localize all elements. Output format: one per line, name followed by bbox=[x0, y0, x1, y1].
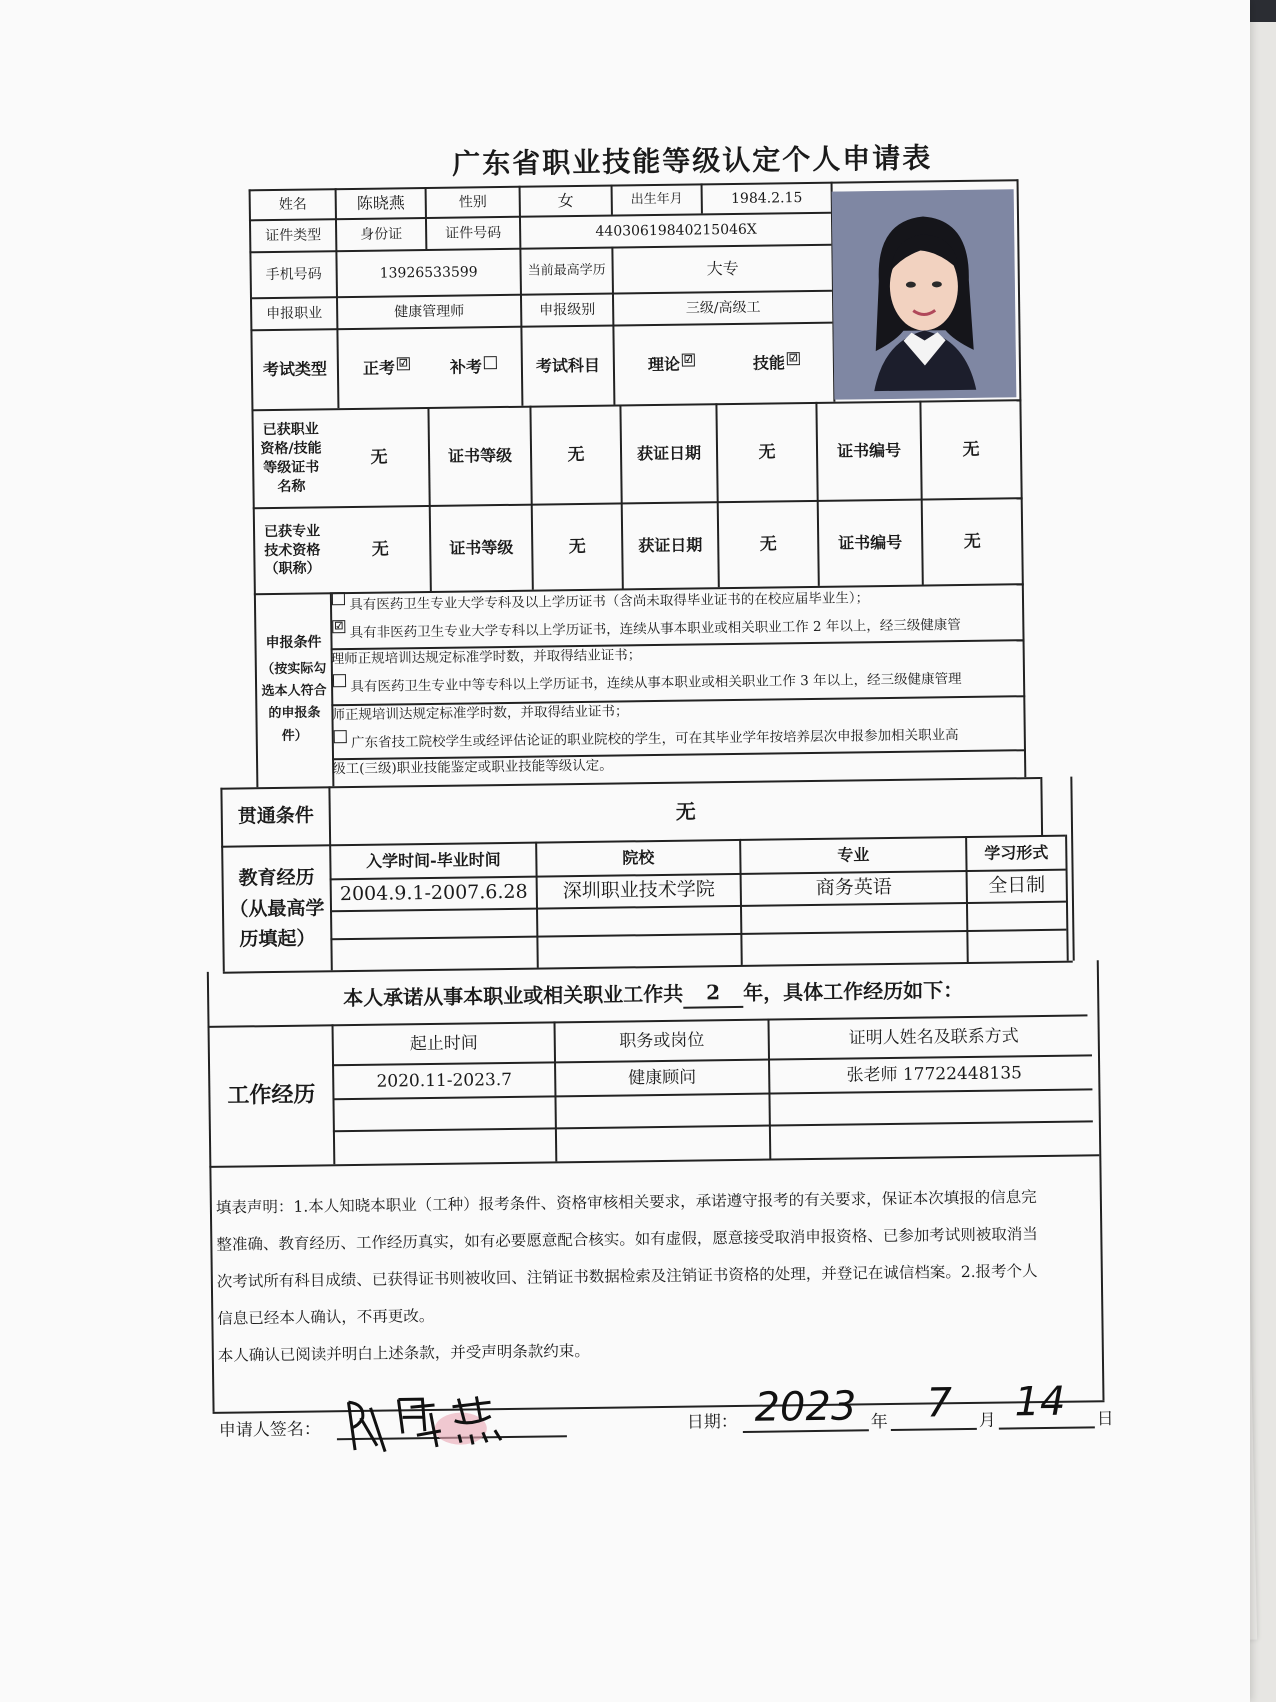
form-title: 广东省职业技能等级认定个人申请表 bbox=[452, 141, 933, 181]
applicant-photo bbox=[832, 189, 1017, 399]
declaration-line: 整准确、教育经历、工作经历真实，如有必要愿意配合核实。如有虚假，愿意接受取消申报资格、已参加考试则被取消当 bbox=[216, 1225, 1038, 1254]
day-line bbox=[999, 1426, 1095, 1429]
form-grid bbox=[197, 177, 1207, 1560]
condition-item[interactable]: ☑ 具有非医药卫生专业大学专科以上学历证书，连续从事本职业或相关职业工作 2 年以上，经三级健康管 bbox=[330, 611, 1020, 646]
occupation-label: 申报职业 bbox=[266, 304, 323, 322]
applicant-signature bbox=[340, 1386, 541, 1464]
application-form bbox=[196, 133, 1206, 1560]
checkbox-icon[interactable] bbox=[333, 674, 346, 687]
date-month: 7 bbox=[926, 1380, 953, 1427]
tech-label: 已获专业技术资格（职称） bbox=[263, 523, 321, 578]
exam-type-options bbox=[338, 328, 521, 408]
month-unit: 月 bbox=[978, 1410, 996, 1431]
gender-value: 女 bbox=[557, 191, 574, 211]
through-label: 贯通条件 bbox=[237, 804, 314, 828]
through-value: 无 bbox=[675, 799, 696, 824]
id-type-label: 证件类型 bbox=[265, 226, 322, 244]
sign-label: 申请人签名： bbox=[218, 1419, 321, 1441]
edu-label: 当前最高学历 bbox=[527, 262, 606, 279]
condition-item-cont: 师正规培训达规定标准学时数，并取得结业证书； bbox=[331, 703, 629, 724]
condition-item-cont: 级工(三级)职业技能鉴定或职业技能等级认定。 bbox=[332, 757, 613, 778]
work-col-header: 证明人姓名及联系方式 bbox=[848, 1025, 1019, 1049]
tech-date-value: 无 bbox=[759, 533, 777, 555]
work-cell: 2020.11-2023.7 bbox=[376, 1069, 513, 1092]
subject-options bbox=[614, 324, 833, 405]
tech-date-label: 获证日期 bbox=[638, 535, 703, 556]
id-no-value: 44030619840215046X bbox=[595, 221, 757, 240]
tech-cert-value: 无 bbox=[371, 539, 389, 560]
edu-cell: 深圳职业技术学院 bbox=[562, 878, 715, 903]
cond-label-cell bbox=[256, 594, 333, 787]
tech-no-value: 无 bbox=[963, 531, 981, 552]
subject-theory-option[interactable]: 理论 ☑ bbox=[648, 354, 695, 376]
edu-col-header: 学习形式 bbox=[984, 843, 1049, 863]
tech-grade-label: 证书等级 bbox=[449, 538, 514, 558]
month-line bbox=[891, 1428, 977, 1431]
level-label: 申报级别 bbox=[539, 301, 596, 319]
checkbox-icon[interactable] bbox=[334, 730, 347, 743]
condition-item[interactable]: 广东省技工院校学生或经评估论证的职业院校的学生，可在其毕业学年按培养层次申报参加相关职业高 bbox=[332, 721, 1022, 756]
id-type-value: 身份证 bbox=[360, 225, 403, 243]
voc-grade-label: 证书等级 bbox=[447, 446, 513, 466]
declaration-line: 填表声明：1.本人知晓本职业（工种）报考条件、资格审核相关要求，承诺遵守报考的有关要求，保证本次填报的信息完 bbox=[215, 1188, 1037, 1217]
date-label: 日期： bbox=[686, 1412, 738, 1433]
voc-cert-label: 已获职业资格/技能等级证书名称 bbox=[260, 421, 322, 495]
exam-normal-option[interactable]: 正考 ☑ bbox=[363, 357, 410, 379]
tech-no-label: 证书编号 bbox=[838, 532, 903, 553]
edu-col-header: 院校 bbox=[622, 848, 655, 868]
tech-grade-value: 无 bbox=[568, 536, 586, 557]
pledge-line: 本人承诺从事本职业或相关职业工作共 2 年，具体工作经历如下： bbox=[343, 977, 964, 1010]
checkbox-icon[interactable] bbox=[484, 356, 497, 369]
date-year: 2023 bbox=[754, 1383, 857, 1431]
signature-row bbox=[218, 1378, 1119, 1450]
voc-grade-value: 无 bbox=[567, 444, 585, 465]
voc-cert-value: 无 bbox=[370, 447, 388, 468]
voc-no-label: 证书编号 bbox=[836, 441, 902, 461]
checkbox-icon[interactable]: ☑ bbox=[682, 354, 695, 367]
name-label: 姓名 bbox=[278, 196, 307, 213]
edu-hist-label: 教育经历（从最高学历填起） bbox=[229, 866, 325, 951]
edu-cell: 商务英语 bbox=[815, 876, 892, 900]
portrait-image bbox=[832, 189, 1017, 399]
checkbox-icon[interactable]: ☑ bbox=[787, 352, 800, 365]
work-col-header: 职务或岗位 bbox=[619, 1029, 705, 1052]
phone-label: 手机号码 bbox=[265, 265, 322, 283]
condition-item-cont: 理师正规培训达规定标准学时数，并取得结业证书； bbox=[330, 647, 642, 668]
work-cell: 张老师 17722448135 bbox=[846, 1062, 1023, 1086]
name-value: 陈晓燕 bbox=[356, 193, 405, 214]
declaration bbox=[210, 1178, 1102, 1375]
work-cell: 健康顾问 bbox=[628, 1067, 697, 1088]
level-value: 三级/高级工 bbox=[685, 299, 761, 317]
cond-sub-label: （按实际勾选本人符合的申报条件） bbox=[261, 661, 327, 744]
edu-cell: 全日制 bbox=[988, 874, 1046, 897]
birth-value: 1984.2.15 bbox=[730, 189, 803, 207]
edu-col-header: 入学时间-毕业时间 bbox=[365, 850, 501, 872]
checkbox-icon[interactable]: ☑ bbox=[332, 620, 345, 633]
cond-label: 申报条件 bbox=[265, 634, 322, 652]
pledge-years: 2 bbox=[683, 978, 743, 1008]
handwritten-signature bbox=[340, 1386, 541, 1459]
date-day: 14 bbox=[1014, 1378, 1066, 1426]
declaration-confirm: 本人确认已阅读并明白上述条款，并受声明条款约束。 bbox=[217, 1341, 590, 1365]
year-unit: 年 bbox=[870, 1412, 888, 1433]
edu-cell: 2004.9.1-2007.6.28 bbox=[339, 880, 528, 906]
voc-date-label: 获证日期 bbox=[636, 443, 702, 464]
exam-type-label: 考试类型 bbox=[262, 359, 328, 380]
birth-label: 出生年月 bbox=[630, 191, 683, 208]
edu-col-header: 专业 bbox=[837, 845, 870, 865]
subject-label: 考试科目 bbox=[535, 355, 601, 376]
declaration-line: 信息已经本人确认，不再更改。 bbox=[217, 1306, 435, 1328]
condition-item[interactable]: 具有医药卫生专业中等专科以上学历证书，连续从事本职业或相关职业工作 3 年以上，经三级健康管理 bbox=[331, 665, 1021, 700]
occupation-value: 健康管理师 bbox=[394, 303, 465, 320]
voc-no-value: 无 bbox=[962, 439, 980, 460]
exam-makeup-option[interactable]: 补考 bbox=[450, 356, 497, 378]
work-label: 工作经历 bbox=[227, 1081, 316, 1110]
edu-value: 大专 bbox=[706, 259, 739, 279]
id-no-label: 证件号码 bbox=[445, 224, 502, 242]
work-col-header: 起止时间 bbox=[409, 1032, 478, 1054]
voc-date-value: 无 bbox=[758, 441, 776, 463]
day-unit: 日 bbox=[1096, 1409, 1114, 1430]
condition-item[interactable]: 具有医药卫生专业大学专科及以上学历证书（含尚未取得毕业证书的在校应届毕业生）； bbox=[330, 583, 1020, 618]
phone-value: 13926533599 bbox=[379, 263, 478, 282]
declaration-line: 次考试所有科目成绩、已获得证书则被收回、注销证书数据检索及注销证书资格的处理，并登记在诚信档案。2.报考个人 bbox=[216, 1262, 1038, 1291]
checkbox-icon[interactable] bbox=[332, 592, 345, 605]
gender-label: 性别 bbox=[458, 193, 487, 211]
checkbox-icon[interactable]: ☑ bbox=[397, 357, 410, 370]
subject-skill-option[interactable]: 技能 ☑ bbox=[753, 352, 800, 374]
